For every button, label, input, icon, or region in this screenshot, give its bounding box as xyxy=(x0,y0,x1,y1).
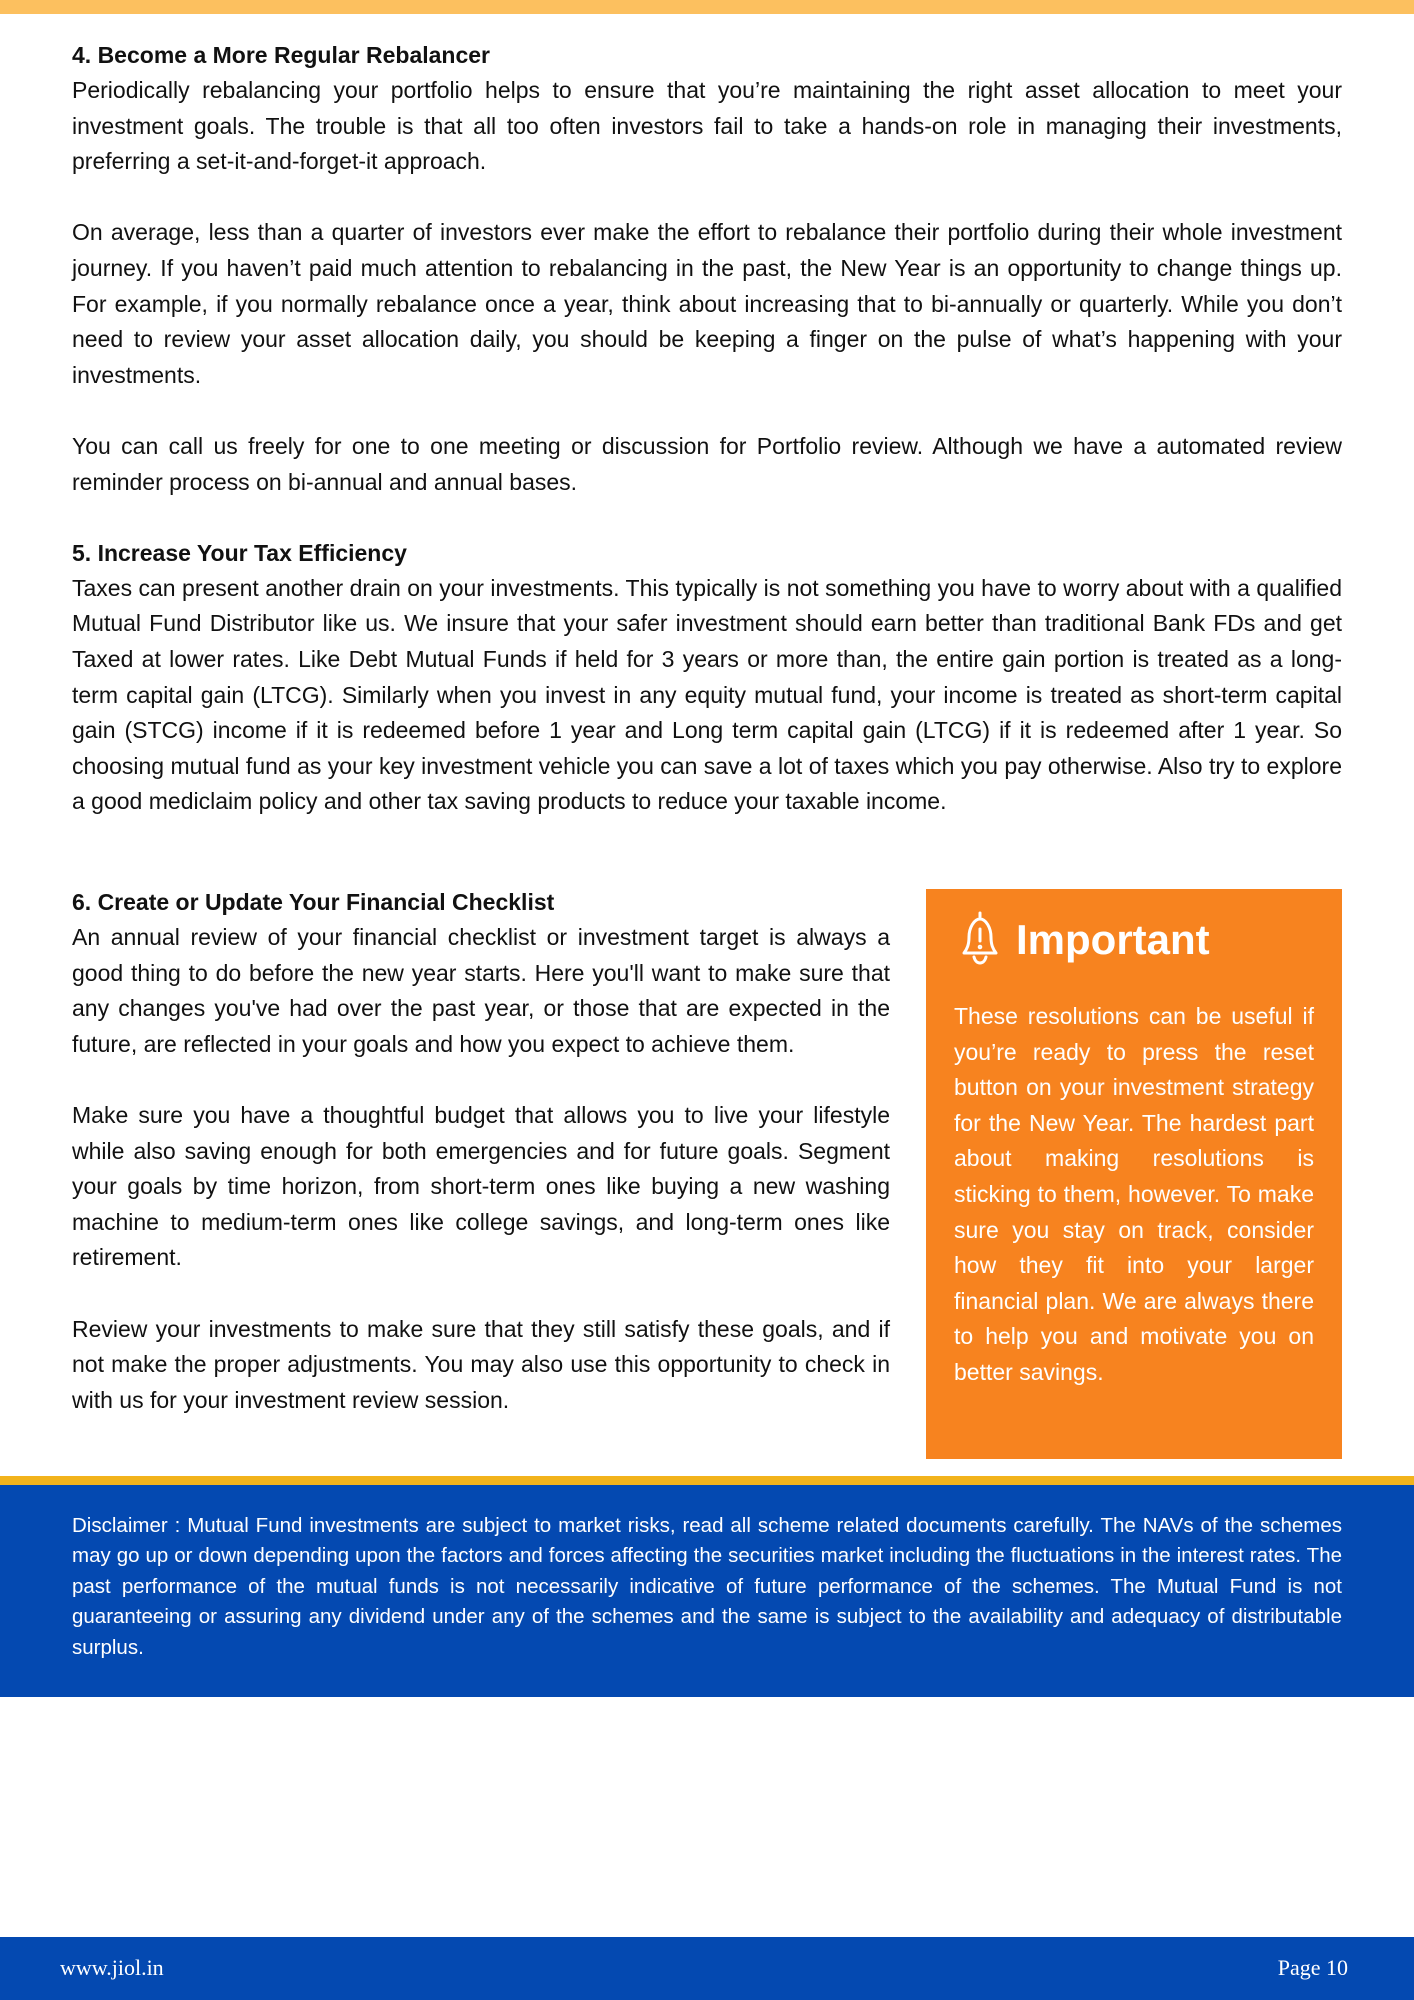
footer-bar xyxy=(0,1937,1414,2000)
top-accent-bar xyxy=(0,0,1414,14)
section-6-heading: 6. Create or Update Your Financial Checklist xyxy=(72,889,555,915)
section-4-heading: 4. Become a More Regular Rebalancer xyxy=(72,42,490,68)
section-4-paragraph-3: You can call us freely for one to one meeting or discussion for Portfolio review. Although we have a automated review reminder process on bi-annual and annual bases. xyxy=(72,432,1342,495)
important-callout-box xyxy=(926,889,1342,1459)
section-5-paragraph-1: Taxes can present another drain on your investments. This typically is not something you have to worry about with a qualified Mutual Fund Distributor like us. We insure that your safer investment should earn better than traditional Bank FDs and get Taxed at lower rates. Like Debt Mutual Funds if held for 3 years or more than, the entire gain portion is treated as a long-term capital gain (LTCG). Similarly when you invest in any equity mutual fund, your income is treated as short-term capital gain (STCG) income if it is redeemed before 1 year and Long term capital gain (LTCG) if it is redeemed after 1 year. So choosing mutual fund as your key investment vehicle you can save a lot of taxes which you pay otherwise. Also try to explore a good mediclaim policy and other tax saving products to reduce your taxable income. xyxy=(72,574,1342,815)
section-6-paragraph-3: Review your investments to make sure that they still satisfy these goals, and if not make the proper adjustments. You may also use this opportunity to check in with us for your investment review session. xyxy=(72,1315,890,1413)
important-title: Important xyxy=(1016,916,1210,963)
important-text: These resolutions can be useful if you’re ready to press the reset button on your investment strategy for the New Year. The hardest part about making resolutions is sticking to them, however. To make sure you stay on track, consider how they fit into your larger financial plan. We are always there to help you and motivate you on better savings. xyxy=(954,1003,1314,1385)
important-header xyxy=(954,909,1314,971)
main-content xyxy=(72,38,1342,820)
disclaimer-text: Disclaimer : Mutual Fund investments are subject to market risks, read all scheme related documents carefully. The NAVs of the schemes may go up or down depending upon the factors and forces affecting the securities market including the fluctuations in the interest rates. The past performance of the mutual funds is not necessarily indicative of future performance of the schemes. The Mutual Fund is not guaranteeing or assuring any dividend under any of the schemes and the same is subject to the availability and adequacy of distributable surplus. xyxy=(72,1514,1342,1659)
footer-page-number: Page 10 xyxy=(1277,1955,1348,1980)
section-6-paragraph-2: Make sure you have a thoughtful budget that allows you to live your lifestyle while also saving enough for both emergencies and for future goals. Segment your goals by time horizon, from short-term ones like buying a new washing machine to medium-term ones like college savings, and long-term ones like retirement. xyxy=(72,1101,890,1271)
divider-line xyxy=(0,1476,1414,1485)
section-4-paragraph-1: Periodically rebalancing your portfolio helps to ensure that you’re maintaining the right asset allocation to meet your investment goals. The trouble is that all too often investors fail to take a hands-on role in managing their investments, preferring a set-it-and-forget-it approach. xyxy=(72,77,1342,175)
section-4-paragraph-2: On average, less than a quarter of investors ever make the effort to rebalance their portfolio during their whole investment journey. If you haven’t paid much attention to rebalancing in the past, the New Year is an opportunity to change things up. For example, if you normally rebalance once a year, think about increasing that to bi-annually or quarterly. While you don’t need to review your asset allocation daily, you should be keeping a finger on the pulse of what’s happening with your investments. xyxy=(72,219,1342,388)
bell-alert-icon xyxy=(954,909,1016,972)
footer-website[interactable]: www.jiol.in xyxy=(60,1955,164,1980)
section-6 xyxy=(72,885,890,1418)
section-6-paragraph-1: An annual review of your financial checklist or investment target is always a good thing to do before the new year starts. Here you'll want to make sure that any changes you've had over the past year, or those that are expected in the future, are reflected in your goals and how you expect to achieve them. xyxy=(72,924,890,1057)
section-5-heading: 5. Increase Your Tax Efficiency xyxy=(72,539,407,566)
